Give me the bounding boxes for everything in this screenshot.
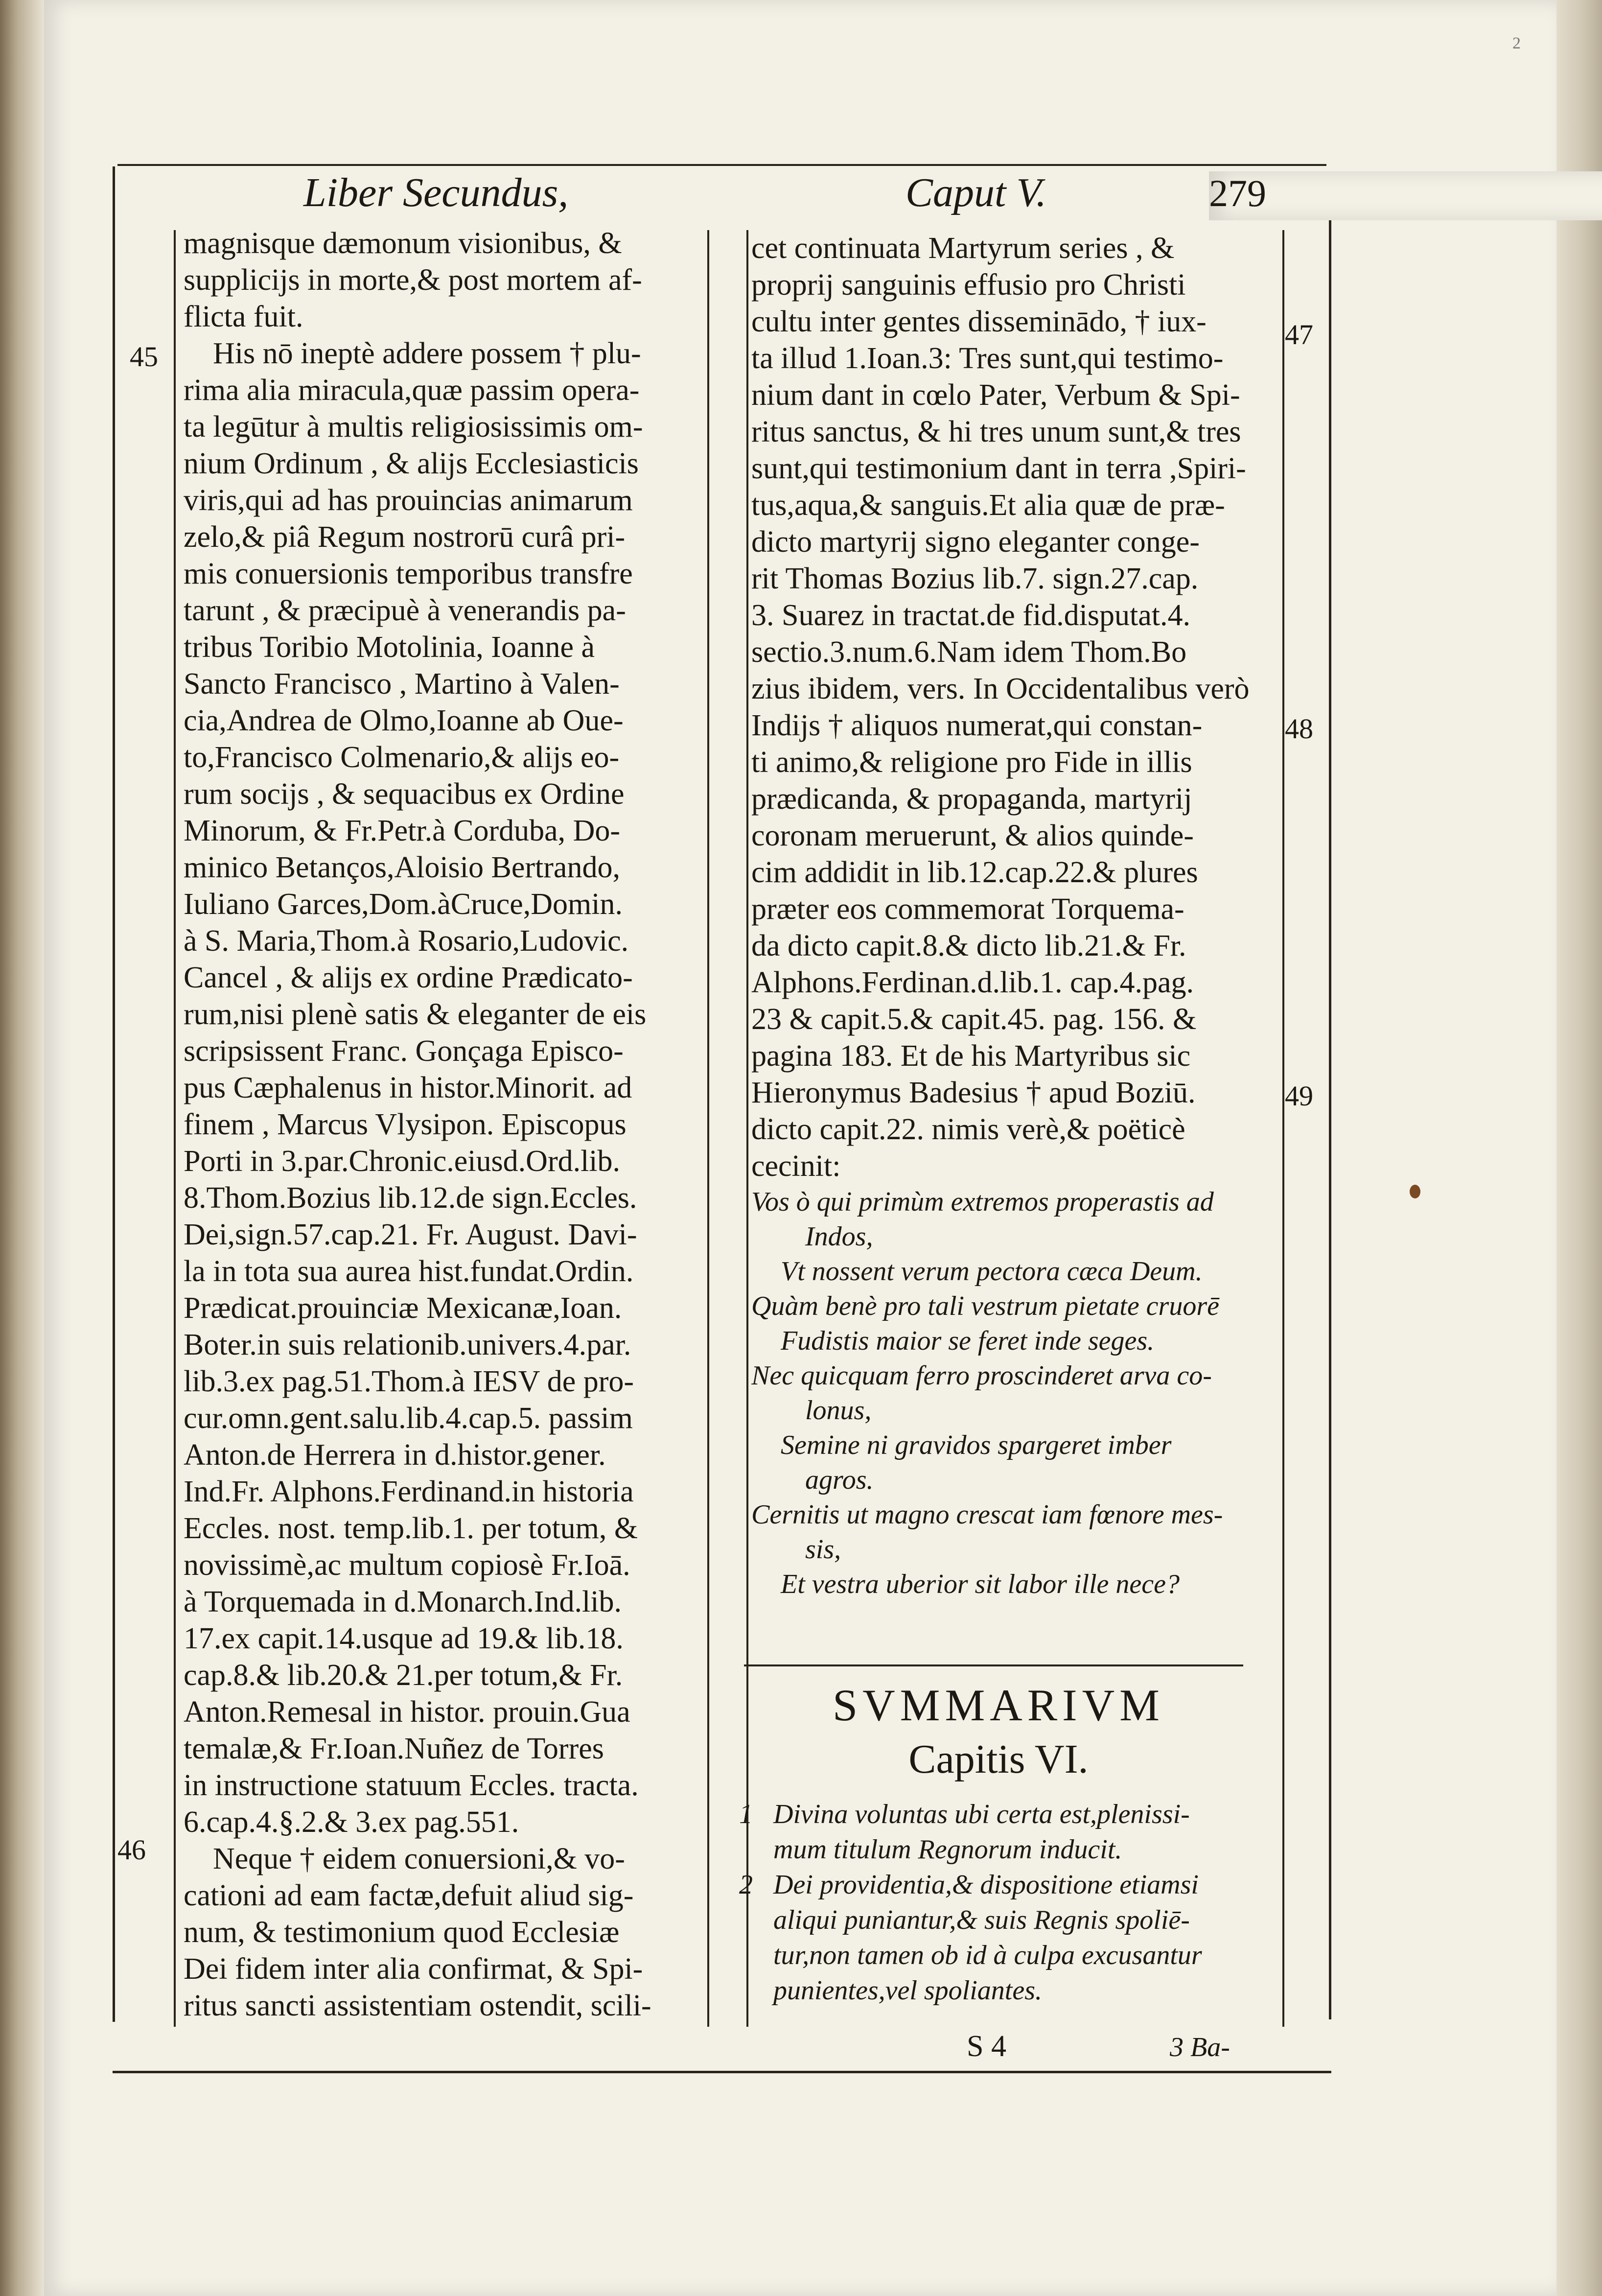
frame-right-rule [1329,196,1331,2019]
text-line: 3. Suarez in tractat.de fid.disputat.4. [751,599,1191,632]
text-line: cecinit: [751,1149,841,1183]
text-line: Semine ni gravidos spargeret imber [781,1430,1172,1460]
column-divider-right [746,230,748,2027]
text-line: 8.Thom.Bozius lib.12.de sign.Eccles. [184,1181,637,1215]
text-line: Vt nossent verum pectora cæca Deum. [781,1256,1203,1287]
margin-number-49: 49 [1285,1080,1313,1112]
text-line: sectio.3.num.6.Nam idem Thom.Bo [751,635,1187,669]
summary-item-line: mum titulum Regnorum inducit. [773,1834,1122,1865]
text-line: Anton.de Herrera in d.histor.gener. [184,1438,606,1472]
text-line: Alphons.Ferdinan.d.lib.1. cap.4.pag. [751,966,1194,999]
ink-blot [1410,1185,1420,1198]
text-line: zius ibidem, vers. In Occidentalibus verò [751,672,1250,705]
text-line: rima alia miracula,quæ passim opera- [184,374,640,407]
text-line: tribus Toribio Motolinia, Ioanne à [184,631,595,664]
text-line: agros. [805,1465,874,1495]
text-line: finem , Marcus Vlysipon. Episcopus [184,1108,627,1141]
catchword: 3 Ba- [1170,2032,1230,2062]
text-line: cap.8.& lib.20.& 21.per totum,& Fr. [184,1659,623,1692]
text-line: cationi ad eam factæ,defuit aliud sig- [184,1879,634,1912]
page-stack-edge [1556,0,1602,2296]
text-line: Fudistis maior se feret inde seges. [781,1326,1155,1356]
text-line: temalæ,& Fr.Ioan.Nuñez de Torres [184,1732,604,1765]
text-line: novissimè,ac multum copiosè Fr.Ioā. [184,1548,630,1582]
corner-number: 2 [1512,34,1521,52]
text-line: Vos ò qui primùm extremos properastis ad [751,1187,1214,1217]
text-line: Cancel , & alijs ex ordine Prædicato- [184,961,633,994]
text-line: ta legūtur à multis religiosissimis om- [184,410,643,444]
text-line: cur.omn.gent.salu.lib.4.cap.5. passim [184,1402,633,1435]
text-line: in instructione statuum Eccles. tracta. [184,1769,639,1802]
text-line: magnisque dæmonum visionibus, & [184,227,622,260]
text-line: Boter.in suis relationib.univers.4.par. [184,1328,631,1361]
running-head-book: Liber Secundus, [303,170,569,215]
text-line: dicto capit.22. nimis verè,& poëticè [751,1113,1185,1146]
text-line: proprij sanguinis effusio pro Christi [751,268,1186,302]
text-line: rit Thomas Bozius lib.7. sign.27.cap. [751,562,1199,595]
text-line: minico Betanços,Aloisio Bertrando, [184,851,620,884]
text-line: cultu inter gentes disseminādo, † iux- [751,305,1207,338]
text-line: da dicto capit.8.& dicto lib.21.& Fr. [751,929,1186,962]
text-line: Indijs † aliquos numerat,qui constan- [751,709,1203,742]
summary-item-line: Dei providentia,& dispositione etiamsi [773,1870,1199,1900]
text-line: coronam meruerunt, & alios quinde- [751,819,1194,852]
page-number: 279 [1209,171,1602,220]
text-line: rum socijs , & sequacibus ex Ordine [184,777,625,811]
text-line: scripsissent Franc. Gonçaga Episco- [184,1034,624,1068]
text-line: Hieronymus Badesius † apud Boziū. [751,1076,1196,1109]
summary-item [739,1797,1258,1867]
right-column-rule [1282,230,1284,2027]
left-column-text [184,225,702,2024]
frame-bottom-rule [113,2071,1331,2073]
running-head-chapter: Caput V. [905,170,1046,215]
text-line: cet continuata Martyrum series , & [751,232,1175,265]
text-line: Neque † eidem conuersioni,& vo- [213,1842,625,1875]
text-line: dicto martyrij signo eleganter conge- [751,525,1200,559]
text-line: pagina 183. Et de his Martyribus sic [751,1039,1191,1073]
text-line: cia,Andrea de Olmo,Ioanne ab Oue- [184,704,624,737]
column-divider-left [707,230,709,2027]
summary-rule [744,1664,1243,1666]
text-line: ta illud 1.Ioan.3: Tres sunt,qui testimo- [751,342,1224,375]
text-line: to,Francisco Colmenario,& alijs eo- [184,741,620,774]
text-line: viris,qui ad has prouincias animarum [184,484,633,517]
text-line: Nec quicquam ferro proscinderet arva co- [751,1360,1212,1391]
text-line: lonus, [805,1395,872,1426]
text-line: Porti in 3.par.Chronic.eiusd.Ord.lib. [184,1145,621,1178]
text-line: Minorum, & Fr.Petr.à Corduba, Do- [184,814,621,847]
text-line: 17.ex capit.14.usque ad 19.& lib.18. [184,1622,624,1655]
text-line: Indos, [805,1221,873,1252]
summary-item-line: punientes,vel spoliantes. [773,1975,1043,2006]
text-line: ti animo,& religione pro Fide in illis [751,746,1192,779]
text-line: Dei,sign.57.cap.21. Fr. August. Davi- [184,1218,637,1251]
summary-item-line: aliqui puniantur,& suis Regnis spoliē- [773,1905,1190,1935]
poem [751,1185,1280,1602]
text-line: num, & testimonium quod Ecclesiæ [184,1916,620,1949]
text-line: la in tota sua aurea hist.fundat.Ordin. [184,1255,634,1288]
facing-page-edge [0,0,44,2296]
text-line: lib.3.ex pag.51.Thom.à IESV de pro- [184,1365,634,1398]
text-line: Iuliano Garces,Dom.àCruce,Domin. [184,888,623,921]
left-column-rule [174,230,176,2027]
text-line: His nō ineptè addere possem † plu- [213,337,641,370]
text-line: Sancto Francisco , Martino à Valen- [184,667,620,701]
text-line: nium dant in cœlo Pater, Verbum & Spi- [751,378,1240,412]
text-line: Ind.Fr. Alphons.Ferdinand.in historia [184,1475,634,1508]
summary-item [739,1867,1258,2008]
margin-number-45: 45 [130,341,158,373]
text-line: ritus sancti assistentiam ostendit, scili- [184,1989,651,2022]
text-line: sunt,qui testimonium dant in terra ,Spiri- [751,452,1246,485]
text-line: cim addidit in lib.12.cap.22.& plures [751,856,1198,889]
signature-mark: S 4 [967,2030,1006,2063]
text-line: ritus sanctus, & hi tres unum sunt,& tres [751,415,1241,448]
text-line: pus Cæphalenus in histor.Minorit. ad [184,1071,632,1104]
text-line: præter eos commemorat Torquema- [751,892,1184,926]
right-column-text [751,230,1280,1602]
text-line: Anton.Remesal in histor. prouin.Gua [184,1695,630,1729]
summary-item-line: Divina voluntas ubi certa est,plenissi- [773,1799,1190,1829]
text-line: 23 & capit.5.& capit.45. pag. 156. & [751,1003,1197,1036]
summary-item-number: 1 [739,1799,753,1829]
frame-left-rule [113,166,115,2022]
text-line: sis, [805,1534,841,1565]
text-line: Prædicat.prouinciæ Mexicanæ,Ioan. [184,1291,622,1325]
text-line: Cernitis ut magno crescat iam fœnore mes- [751,1499,1223,1530]
text-line: tarunt , & præcipuè à venerandis pa- [184,594,626,627]
margin-number-46: 46 [117,1834,146,1866]
text-line: prædicanda, & propaganda, martyrij [751,782,1192,816]
text-line: nium Ordinum , & alijs Ecclesiasticis [184,447,639,480]
summary-list [739,1797,1258,2008]
summary-subtitle: Capitis VI. [908,1736,1089,1782]
text-line: tus,aqua,& sanguis.Et alia quæ de præ- [751,489,1225,522]
text-line: mis conuersionis temporibus transfre [184,557,633,590]
margin-number-47: 47 [1285,319,1313,351]
text-line: Dei fidem inter alia confirmat, & Spi- [184,1952,643,1986]
text-line: rum,nisi plenè satis & eleganter de eis [184,998,647,1031]
text-line: 6.cap.4.§.2.& 3.ex pag.551. [184,1805,519,1839]
margin-number-48: 48 [1285,713,1313,745]
summary-title: SVMMARIVM [833,1680,1164,1730]
text-line: zelo,& piâ Regum nostrorū curâ pri- [184,520,626,554]
text-line: supplicijs in morte,& post mortem af- [184,263,642,297]
text-line: à Torquemada in d.Monarch.Ind.lib. [184,1585,622,1618]
text-line: Eccles. nost. temp.lib.1. per totum, & [184,1512,638,1545]
summary-item-number: 2 [739,1870,753,1900]
summary-item-line: tur,non tamen ob id à culpa excusantur [773,1940,1202,1970]
text-line: Et vestra uberior sit labor ille nece? [781,1569,1180,1599]
text-line: à S. Maria,Thom.à Rosario,Ludovic. [184,924,629,958]
text-line: flicta fuit. [184,300,303,333]
text-line: Quàm benè pro tali vestrum pietate cruorē [751,1291,1219,1321]
